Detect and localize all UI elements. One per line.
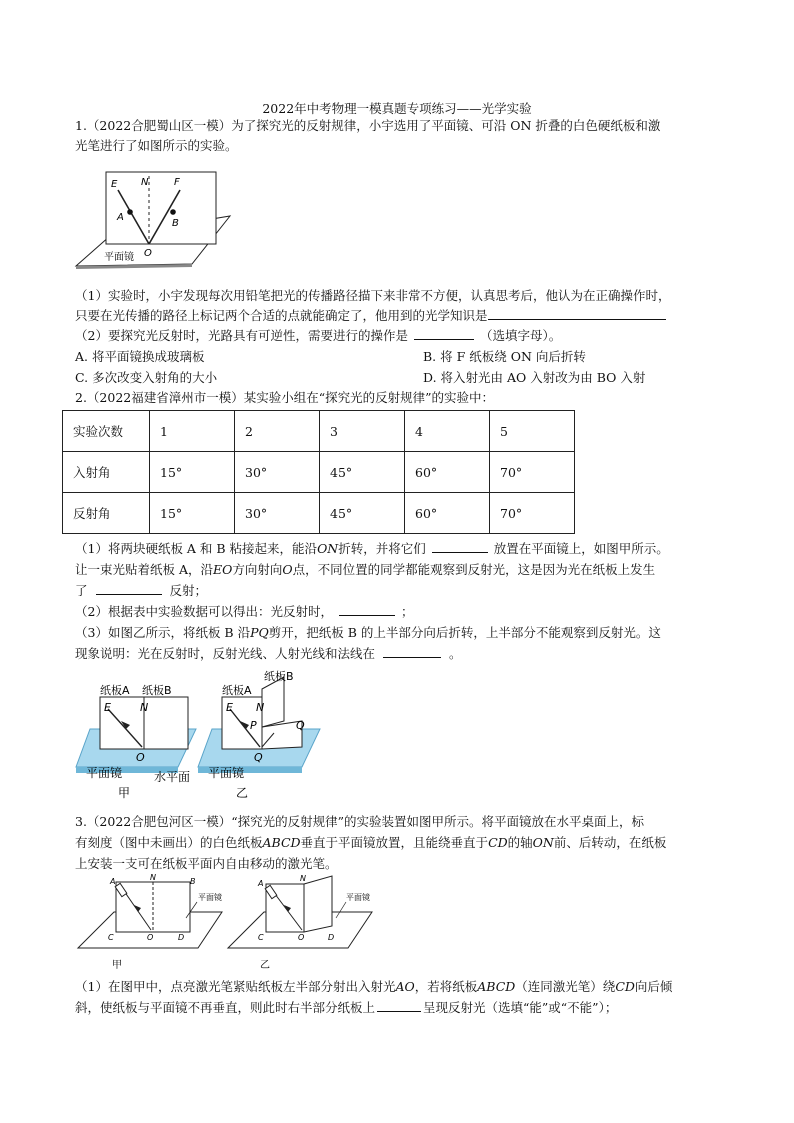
table-cell: 实验次数 [63, 411, 150, 452]
q2-label-board-a: 纸板A [100, 684, 130, 697]
table-cell: 45° [320, 493, 405, 534]
table-cell: 45° [320, 452, 405, 493]
q3-label-n-jia: N [150, 873, 156, 882]
q1-point-a [127, 209, 133, 215]
table-cell: 4 [405, 411, 490, 452]
q1-board [106, 172, 216, 244]
q1-label-n: N [141, 177, 149, 188]
q2-part3-line2: 现象说明：光在反射时，反射光线、人射光线和法线在 。 [75, 646, 462, 661]
q2-label-board-b-yi: 纸板B [264, 670, 294, 683]
q1-label-o: O [144, 248, 152, 259]
q3-label-a-jia: A [110, 877, 116, 886]
table-cell: 入射角 [63, 452, 150, 493]
q2-horizontal-label: 水平面 [154, 770, 191, 784]
q2-label-board-a-yi: 纸板A [222, 684, 252, 697]
table-cell: 30° [235, 493, 320, 534]
answer-blank [377, 999, 421, 1012]
q3-mirror-label-jia: 平面镜 [198, 893, 222, 902]
q3-stem-line3: 上安装一支可在纸板平面内自由移动的激光笔。 [75, 856, 338, 871]
q1-option-d: D. 将入射光由 AO 入射改为由 BO 入射 [423, 370, 646, 385]
q3-label-d-yi: D [328, 933, 335, 942]
q2-board-b-upper-yi [262, 677, 284, 727]
q2-label-jia: 甲 [118, 786, 131, 800]
table-cell: 3 [320, 411, 405, 452]
q3-label-yi: 乙 [260, 960, 270, 971]
q3-label-a-yi: A [258, 879, 264, 888]
q3-figure [74, 872, 374, 972]
q2-stem: 2.（2022福建省漳州市一模）某实验小组在“探究光的反射规律”的实验中： [75, 390, 495, 405]
answer-blank [488, 307, 666, 320]
q2-board-b-jia [144, 697, 188, 749]
q3-stem-line2: 有刻度（图中未画出）的白色纸板ABCD垂直于平面镜放置，且能绕垂直于CD的轴ON前、后转动，在纸板 [75, 835, 667, 850]
q2-label-n: N [140, 701, 149, 714]
q3-label-n-yi: N [300, 874, 306, 883]
q3-board-right-yi [304, 876, 332, 932]
answer-blank [432, 540, 488, 553]
table-cell: 2 [235, 411, 320, 452]
q2-part3-line1: （3）如图乙所示，将纸板 B 沿PQ剪开，把纸板 B 的上半部分向后折转，上半部分不能观察到反射光。这 [75, 625, 661, 640]
q2-label-q-upper: Q [296, 719, 305, 732]
q2-part2: （2）根据表中实验数据可以得出：光反射时， ； [75, 604, 414, 619]
q3-stem-line1: 3.（2022合肥包河区一模）“探究光的反射规律”的实验装置如图甲所示。将平面镜放在水平桌面上，标 [75, 814, 645, 829]
table-cell: 70° [490, 452, 575, 493]
q2-figure [74, 667, 364, 801]
q3-label-b-jia: B [190, 877, 196, 886]
q1-label-f: F [174, 177, 180, 188]
q3-label-d-jia: D [178, 933, 185, 942]
table-row [63, 452, 575, 493]
q1-figure [74, 168, 234, 270]
q1-option-b: B. 将 F 纸板绕 ON 向后折转 [423, 349, 586, 364]
q2-label-n-yi: N [256, 701, 265, 714]
table-row [63, 411, 575, 452]
q3-label-c-yi: C [258, 933, 264, 942]
table-cell: 70° [490, 493, 575, 534]
q1-part1-line1: （1）实验时，小宇发现每次用铅笔把光的传播路径描下来非常不方便，认真思考后，他认为在正确操作时， [75, 288, 671, 303]
q3-label-o-yi: O [298, 933, 305, 942]
q1-option-c: C. 多次改变入射角的大小 [75, 370, 218, 385]
table-cell: 反射角 [63, 493, 150, 534]
answer-blank [96, 582, 162, 595]
q1-label-b: B [172, 218, 179, 229]
q2-part1-line3: 了 反射； [75, 583, 208, 598]
q2-data-table [62, 410, 575, 534]
q2-label-e-yi: E [226, 701, 233, 714]
answer-blank [414, 327, 474, 340]
page-title: 2022年中考物理一模真题专项练习——光学实验 [262, 101, 532, 116]
q2-label-yi: 乙 [236, 786, 249, 800]
answer-blank [339, 603, 395, 616]
q1-point-b [170, 209, 176, 215]
q2-label-p: P [250, 719, 257, 732]
q3-label-jia: 甲 [112, 960, 122, 971]
q1-mirror-label: 平面镜 [104, 252, 134, 263]
q1-stem-line2: 光笔进行了如图所示的实验。 [75, 138, 238, 153]
q1-stem-line1: 1.（2022合肥蜀山区一模）为了探究光的反射规律，小宇选用了平面镜、可沿 ON 折叠的白色硬纸板和激 [75, 118, 661, 133]
q2-label-board-b: 纸板B [142, 684, 172, 697]
q2-mirror-label-jia: 平面镜 [86, 766, 123, 780]
q2-part1-line2: 让一束光贴着纸板 A，沿EO方向射向O点，不同位置的同学都能观察到反射光，这是因为光在纸板上发生 [75, 562, 656, 577]
table-cell: 5 [490, 411, 575, 452]
q3-mirror-label-yi: 平面镜 [346, 893, 370, 902]
q3-part1-line1: （1）在图甲中，点亮激光笔紧贴纸板左半部分射出入射光AO，若将纸板ABCD（连同激光笔）绕CD向后倾 [75, 979, 673, 994]
q1-part2: （2）要探究光反射时，光路具有可逆性，需要进行的操作是 （选填字母）。 [75, 328, 562, 343]
table-cell: 15° [150, 493, 235, 534]
table-row [63, 493, 575, 534]
table-cell: 60° [405, 493, 490, 534]
table-cell: 15° [150, 452, 235, 493]
q2-label-o: O [136, 751, 145, 764]
q3-part1-line2: 斜，使纸板与平面镜不再垂直，则此时右半部分纸板上 呈现反射光（选填“能”或“不能”）； [75, 1000, 618, 1015]
q2-mirror-label-yi: 平面镜 [208, 766, 245, 780]
q1-option-a: A. 将平面镜换成玻璃板 [75, 349, 205, 364]
table-cell: 30° [235, 452, 320, 493]
q2-part1-line1: （1）将两块硬纸板 A 和 B 粘接起来，能沿ON折转，并将它们 放置在平面镜上，如图甲所示。 [75, 541, 669, 556]
answer-blank [383, 645, 441, 658]
q2-label-q-lower: Q [254, 751, 263, 764]
table-cell: 1 [150, 411, 235, 452]
q1-label-a: A [117, 212, 124, 223]
q3-label-o-jia: O [147, 933, 154, 942]
table-cell: 60° [405, 452, 490, 493]
q3-label-c-jia: C [108, 933, 114, 942]
q1-label-e: E [111, 179, 118, 190]
q2-label-e: E [104, 701, 111, 714]
q1-part1-line2: 只要在光传播的路径上标记两个合适的点就能确定了，他用到的光学知识是 [75, 307, 666, 325]
